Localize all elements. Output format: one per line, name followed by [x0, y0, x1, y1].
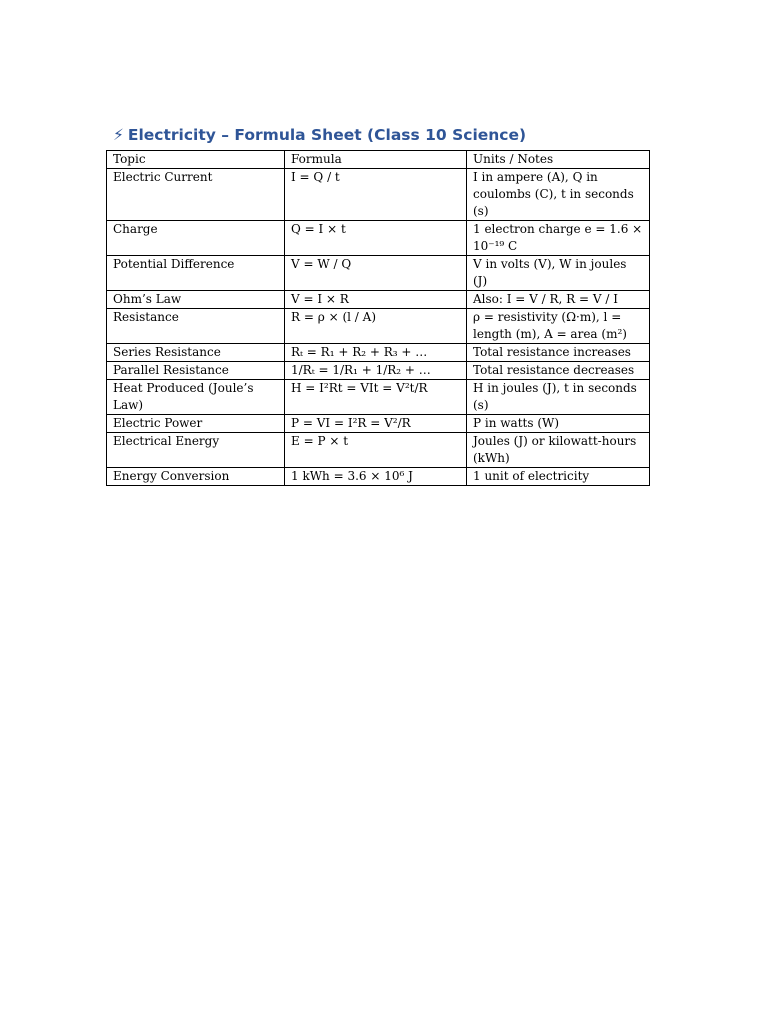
table-row: [107, 309, 650, 344]
notes-cell: 1 electron charge e = 1.6 × 10⁻¹⁹ C: [467, 221, 650, 256]
topic-cell: Energy Conversion: [107, 468, 285, 486]
topic-cell: Electric Current: [107, 169, 285, 221]
formula-cell: Rₜ = R₁ + R₂ + R₃ + …: [285, 344, 467, 362]
notes-cell: H in joules (J), t in seconds (s): [467, 380, 650, 415]
topic-cell: Resistance: [107, 309, 285, 344]
header-topic: Topic: [107, 151, 285, 169]
topic-cell: Potential Difference: [107, 256, 285, 291]
formula-cell: R = ρ × (l / A): [285, 309, 467, 344]
formula-cell: P = VI = I²R = V²/R: [285, 415, 467, 433]
table-header-row: [107, 151, 650, 169]
topic-cell: Charge: [107, 221, 285, 256]
table-row: [107, 221, 650, 256]
table-row: [107, 291, 650, 309]
notes-cell: Total resistance decreases: [467, 362, 650, 380]
table-row: [107, 380, 650, 415]
table-row: [107, 256, 650, 291]
topic-cell: Heat Produced (Joule’s Law): [107, 380, 285, 415]
topic-cell: Electric Power: [107, 415, 285, 433]
header-formula: Formula: [285, 151, 467, 169]
table-row: [107, 433, 650, 468]
notes-cell: Total resistance increases: [467, 344, 650, 362]
lightning-bolt-icon: ⚡: [113, 126, 124, 144]
topic-cell: Parallel Resistance: [107, 362, 285, 380]
formula-cell: V = I × R: [285, 291, 467, 309]
notes-cell: I in ampere (A), Q in coulombs (C), t in seconds (s): [467, 169, 650, 221]
notes-cell: V in volts (V), W in joules (J): [467, 256, 650, 291]
page-title: [113, 124, 673, 146]
formula-table: [106, 150, 650, 486]
table-row: [107, 415, 650, 433]
page-title-text: Electricity – Formula Sheet (Class 10 Science): [127, 126, 527, 144]
table-row: [107, 169, 650, 221]
formula-cell: I = Q / t: [285, 169, 467, 221]
notes-cell: 1 unit of electricity: [467, 468, 650, 486]
topic-cell: Series Resistance: [107, 344, 285, 362]
header-notes: Units / Notes: [467, 151, 650, 169]
formula-cell: 1 kWh = 3.6 × 10⁶ J: [285, 468, 467, 486]
notes-cell: ρ = resistivity (Ω·m), l = length (m), A = area (m²): [467, 309, 650, 344]
table-row: [107, 468, 650, 486]
formula-cell: Q = I × t: [285, 221, 467, 256]
formula-cell: 1/Rₜ = 1/R₁ + 1/R₂ + …: [285, 362, 467, 380]
table-row: [107, 362, 650, 380]
notes-cell: Also: I = V / R, R = V / I: [467, 291, 650, 309]
formula-cell: H = I²Rt = VIt = V²t/R: [285, 380, 467, 415]
topic-cell: Electrical Energy: [107, 433, 285, 468]
notes-cell: Joules (J) or kilowatt-hours (kWh): [467, 433, 650, 468]
formula-cell: V = W / Q: [285, 256, 467, 291]
notes-cell: P in watts (W): [467, 415, 650, 433]
formula-cell: E = P × t: [285, 433, 467, 468]
table-row: [107, 344, 650, 362]
topic-cell: Ohm’s Law: [107, 291, 285, 309]
